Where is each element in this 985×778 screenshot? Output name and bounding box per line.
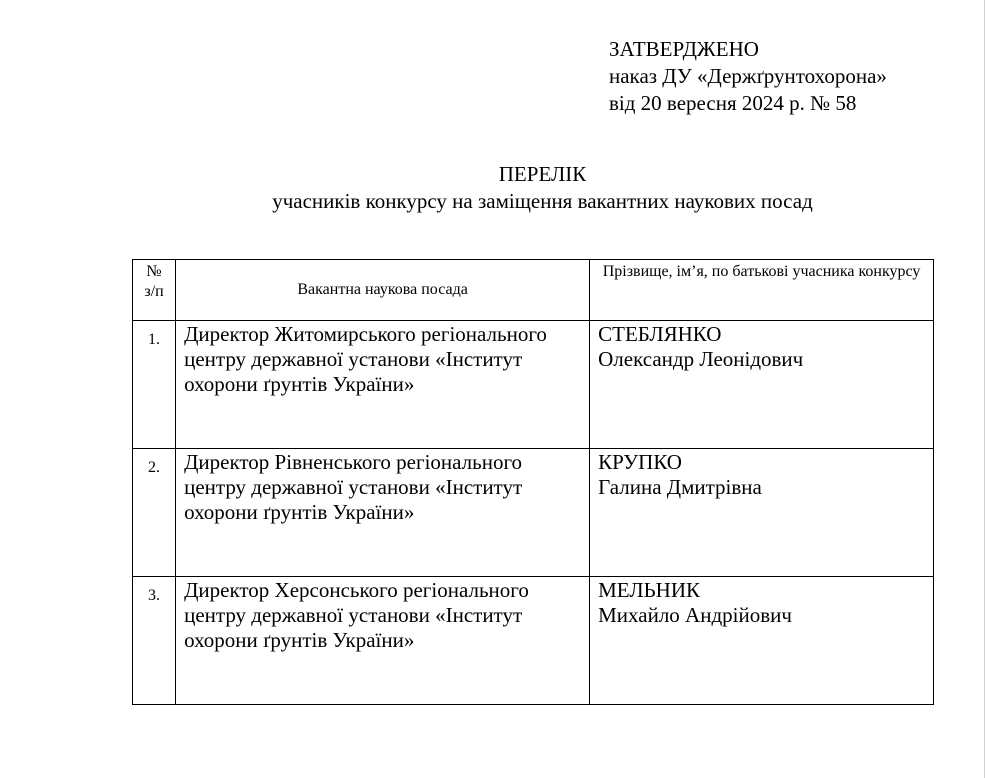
- row-participant: [590, 321, 934, 449]
- row-number: 2.: [133, 449, 176, 577]
- participant-given-names: Михайло Андрійович: [598, 603, 792, 627]
- participant-surname: СТЕБЛЯНКО: [598, 322, 722, 346]
- row-participant: [590, 449, 934, 577]
- participant-surname: КРУПКО: [598, 450, 682, 474]
- row-participant: [590, 577, 934, 705]
- row-number: 3.: [133, 577, 176, 705]
- row-number: 1.: [133, 321, 176, 449]
- table-row: [133, 321, 934, 449]
- approval-title: ЗАТВЕРДЖЕНО: [609, 37, 759, 61]
- row-position: Директор Рівненського регіонального центру державної установи «Інститут охорони ґрунтів України»: [176, 449, 590, 577]
- header-number-symbol: №: [146, 263, 162, 280]
- document-title: ПЕРЕЛІК: [498, 162, 587, 186]
- row-position: Директор Житомирського регіонального центру державної установи «Інститут охорони ґрунтів України»: [176, 321, 590, 449]
- participants-table: [132, 259, 934, 705]
- participant-given-names: Олександр Леонідович: [598, 347, 804, 371]
- approval-stamp-block: [609, 36, 887, 117]
- header-participant-name: Прізвище, ім’я, по батькові учасника конкурсу: [590, 260, 934, 321]
- table-row: [133, 449, 934, 577]
- approval-date: від 20 вересня 2024 р. № 58: [609, 91, 857, 115]
- header-number: [133, 260, 176, 321]
- approval-order: наказ ДУ «Держґрунтохорона»: [609, 64, 887, 88]
- document-subtitle: учасників конкурсу на заміщення вакантних наукових посад: [272, 189, 813, 213]
- header-position: Вакантна наукова посада: [176, 260, 590, 321]
- participant-surname: МЕЛЬНИК: [598, 578, 700, 602]
- header-number-abbrev: з/п: [144, 283, 164, 300]
- table-row: [133, 577, 934, 705]
- participant-given-names: Галина Дмитрівна: [598, 475, 762, 499]
- row-position: Директор Херсонського регіонального центру державної установи «Інститут охорони ґрунтів України»: [176, 577, 590, 705]
- table-header-row: [133, 260, 934, 321]
